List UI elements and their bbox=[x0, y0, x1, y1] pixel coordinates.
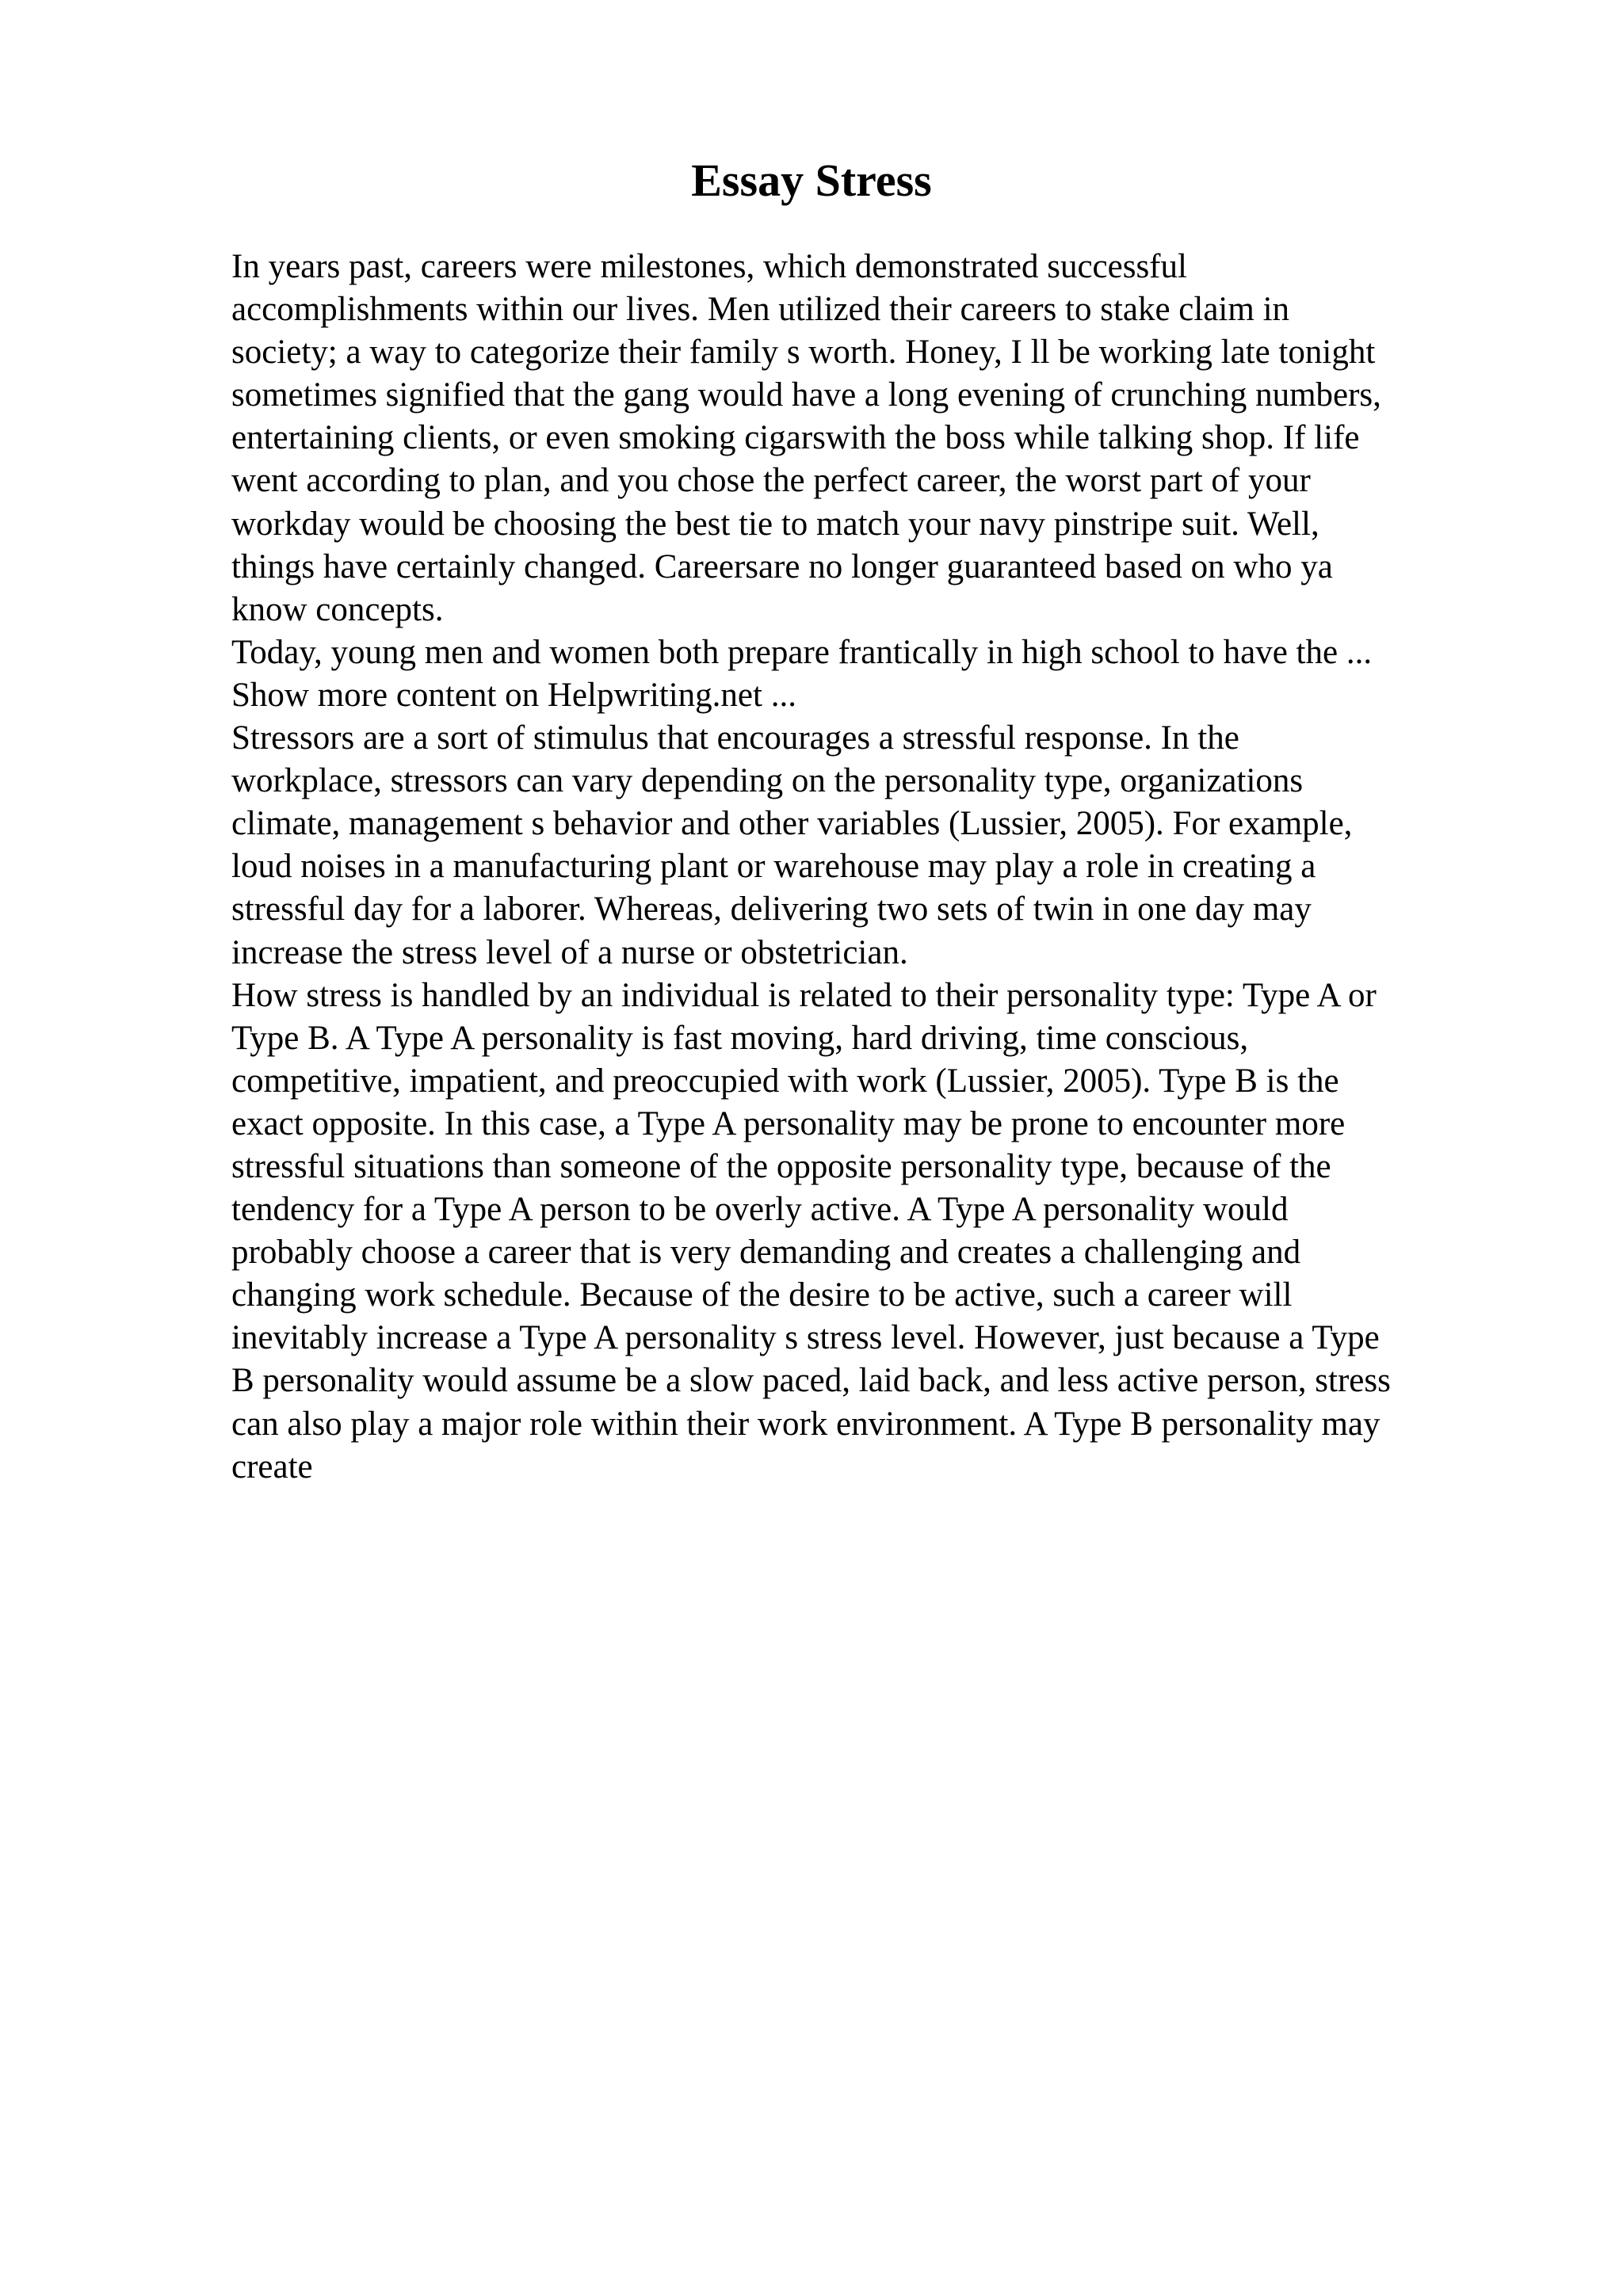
text-line: loud noises in a manufacturing plant or warehouse may play a role in creating a bbox=[231, 848, 1316, 886]
text-line: stressful day for a laborer. Whereas, delivering two sets of twin in one day may bbox=[231, 891, 1312, 929]
text-line: Stressors are a sort of stimulus that encourages a stressful response. In the bbox=[231, 719, 1239, 757]
essay-body bbox=[231, 246, 1515, 1489]
text-line: changing work schedule. Because of the desire to be active, such a career will bbox=[231, 1276, 1293, 1314]
text-line: Type B. A Type A personality is fast moving, hard driving, time conscious, bbox=[231, 1019, 1249, 1057]
text-line: stressful situations than someone of the opposite personality type, because of the bbox=[231, 1147, 1331, 1185]
text-line: went according to plan, and you chose the perfect career, the worst part of your bbox=[231, 462, 1311, 500]
text-line: society; a way to categorize their family s worth. Honey, I ll be working late tonight bbox=[231, 334, 1376, 372]
document-title: Essay Stress bbox=[691, 154, 932, 206]
text-line: can also play a major role within their work environment. A Type B personality may bbox=[231, 1405, 1381, 1443]
text-line: exact opposite. In this case, a Type A personality may be prone to encounter more bbox=[231, 1104, 1346, 1142]
text-line: sometimes signified that the gang would have a long evening of crunching numbers, bbox=[231, 376, 1381, 414]
text-line: workplace, stressors can vary depending on the personality type, organizations bbox=[231, 762, 1304, 800]
text-line: tendency for a Type A person to be overly active. A Type A personality would bbox=[231, 1191, 1289, 1229]
text-line: competitive, impatient, and preoccupied with work (Lussier, 2005). Type B is the bbox=[231, 1062, 1339, 1100]
text-line: In years past, careers were milestones, which demonstrated successful bbox=[231, 248, 1187, 285]
text-line: climate, management s behavior and other variables (Lussier, 2005). For example, bbox=[231, 805, 1353, 843]
text-line: entertaining clients, or even smoking cigarswith the boss while talking shop. If life bbox=[231, 419, 1360, 457]
text-line: increase the stress level of a nurse or obstetrician. bbox=[231, 933, 908, 971]
text-line: workday would be choosing the best tie to match your navy pinstripe suit. Well, bbox=[231, 505, 1319, 543]
text-line: things have certainly changed. Careersare no longer guaranteed based on who ya bbox=[231, 547, 1333, 585]
text-line: How stress is handled by an individual is related to their personality type: Type A or bbox=[231, 976, 1377, 1014]
show-more-link[interactable]: Show more content on Helpwriting.net ... bbox=[231, 676, 796, 714]
text-line: B personality would assume be a slow paced, laid back, and less active person, stress bbox=[231, 1362, 1391, 1400]
text-line: know concepts. bbox=[231, 590, 444, 628]
text-line: probably choose a career that is very demanding and creates a challenging and bbox=[231, 1234, 1301, 1272]
text-line: accomplishments within our lives. Men utilized their careers to stake claim in bbox=[231, 291, 1290, 329]
text-line: create bbox=[231, 1447, 313, 1486]
text-line: inevitably increase a Type A personality s stress level. However, just because a Type bbox=[231, 1319, 1380, 1357]
text-line: Today, young men and women both prepare frantically in high school to have the ... bbox=[231, 633, 1373, 671]
